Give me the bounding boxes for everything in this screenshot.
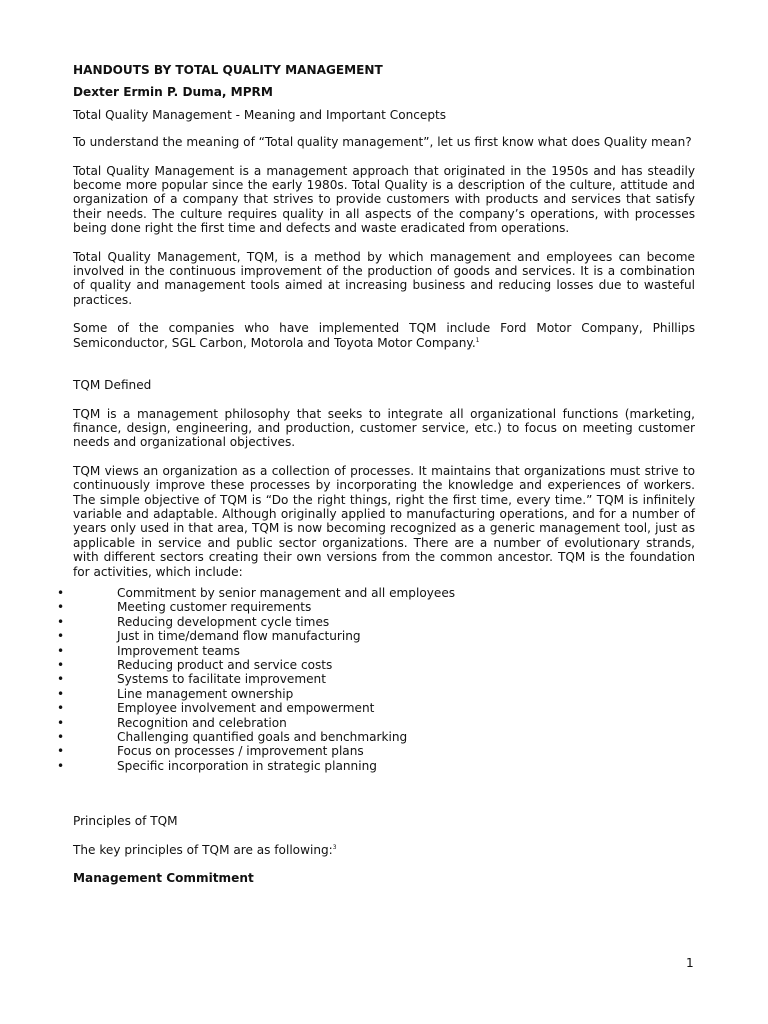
list-item: • Line management ownership (57, 686, 294, 701)
page-number: 1 (686, 956, 694, 970)
bullet-icon: • (57, 614, 65, 629)
bullet-icon: • (57, 701, 65, 716)
list-item: • Meeting customer requirements (57, 600, 312, 615)
list-item: • Reducing product and service costs (57, 658, 333, 672)
footnote-marker-1: 1 (475, 336, 480, 344)
bullet-icon: • (57, 585, 65, 600)
list-item: • Recognition and celebration (57, 715, 287, 730)
bullet-icon: • (57, 730, 65, 745)
paragraph-2: Total Quality Management, TQM, is a method by which management and employees can become involved in the continuous improvement of the production of goods and services. It is a combination of quality and management tools aimed at increasing business and reducing losses due to wasteful practices. (73, 249, 695, 307)
activities-list (57, 585, 695, 773)
bullet-icon: • (57, 744, 65, 759)
paragraph-1: Total Quality Management is a management approach that originated in the 1950s and has steadily become more popular since the early 1980s. Total Quality is a description of the culture, attitude and organization of a company that strives to provide customers with products and services that satisfy their needs. The culture requires quality in all aspects of the company’s operations, with processes being done right the first time and defects and waste eradicated from operations. (73, 163, 695, 236)
bullet-icon: • (57, 758, 65, 773)
list-item: • Just in time/demand flow manufacturing (57, 629, 361, 644)
defined-paragraph-1: TQM is a management philosophy that seeks to integrate all organizational functions (marketing, finance, design, engineering, and production, customer service, etc.) to focus on meeting customer needs and organizational objectives. (73, 406, 695, 450)
list-item: • Improvement teams (57, 643, 240, 658)
principles-intro: The key principles of TQM are as following:$^3$ (73, 842, 337, 857)
document-title: HANDOUTS BY TOTAL QUALITY MANAGEMENT (73, 63, 383, 77)
list-item: • Challenging quantified goals and benchmarking (57, 730, 408, 745)
bullet-icon: • (57, 629, 65, 644)
list-item: • Specific incorporation in strategic planning (57, 758, 377, 773)
list-item: • Employee involvement and empowerment (57, 701, 375, 716)
paragraph-3-text: Some of the companies who have implemented TQM include Ford Motor Company, Phillips Semiconductor, SGL Carbon, Motorola and Toyota Motor Company. (73, 321, 695, 350)
footnote-marker-3: 3 (332, 843, 337, 851)
document-body (57, 63, 695, 886)
list-item: • Commitment by senior management and all employees (57, 585, 456, 600)
section-heading-tqm-defined: TQM Defined (73, 378, 152, 393)
subtitle: Total Quality Management - Meaning and Important Concepts (73, 107, 447, 122)
paragraph-3 (73, 321, 695, 350)
intro-paragraph: To understand the meaning of “Total quality management”, let us first know what does Quality mean? (73, 135, 692, 150)
list-item: • Reducing development cycle times (57, 614, 330, 629)
list-item: • Systems to facilitate improvement (57, 672, 326, 687)
author-line: Dexter Ermin P. Duma, MPRM (73, 85, 273, 100)
bullet-icon: • (57, 600, 65, 615)
bullet-icon: • (57, 658, 65, 672)
list-item: • Focus on processes / improvement plans (57, 744, 364, 759)
bullet-icon: • (57, 672, 65, 687)
heading-management-commitment: Management Commitment (73, 871, 254, 886)
defined-paragraph-2: TQM views an organization as a collection of processes. It maintains that organizations must strive to continuously improve these processes by incorporating the knowledge and experiences of workers. The simple objective of TQM is “Do the right things, right the first time, every time.” TQM is infinitely variable and adaptable. Although originally applied to manufacturing operations, and for a number of years only used in that area, TQM is now becoming recognized as a generic management tool, just as applicable in service and public sector organizations. There are a number of evolutionary strands, with different sectors creating their own versions from the common ancestor. TQM is the foundation for activities, which include: (73, 463, 695, 579)
bullet-icon: • (57, 715, 65, 730)
bullet-icon: • (57, 686, 65, 701)
section-heading-principles: Principles of TQM (73, 814, 178, 829)
bullet-icon: • (57, 643, 65, 658)
